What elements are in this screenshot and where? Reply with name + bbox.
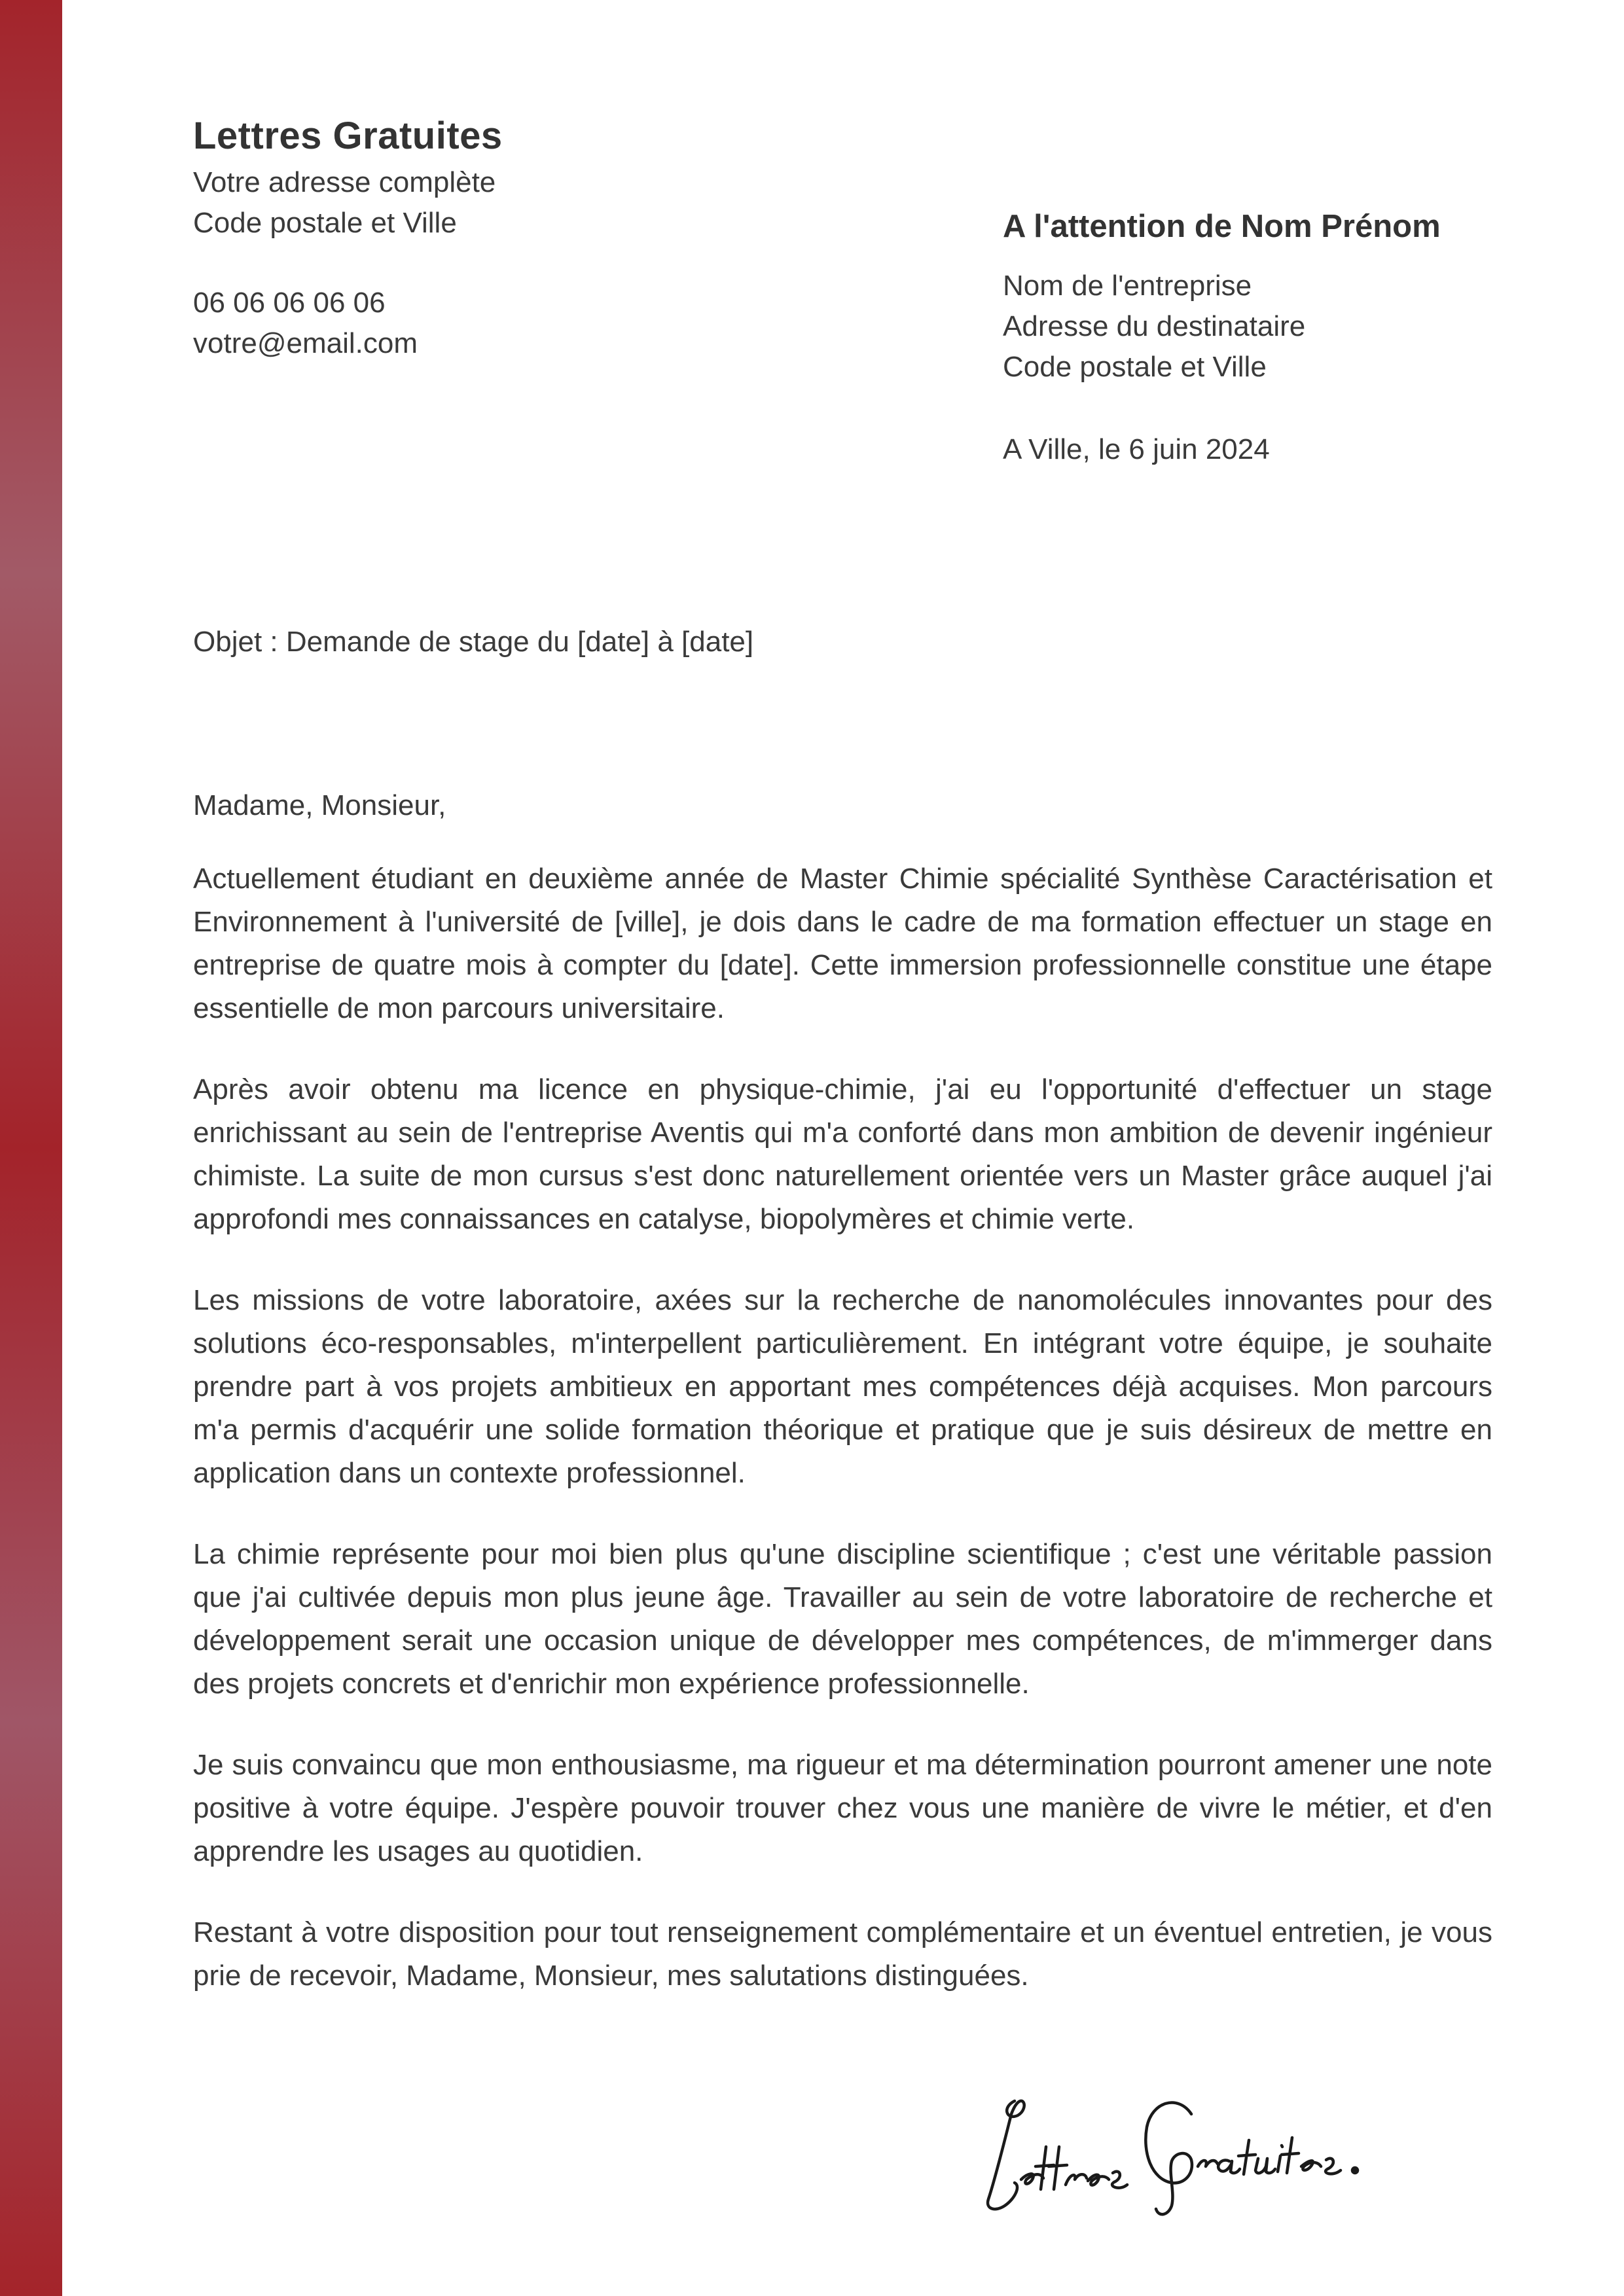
paragraph-5: Je suis convaincu que mon enthousiasme, ma rigueur et ma détermination pourront amener une note positive à votre équipe. J'espère pouvoir trouver chez vous une manière de vivre le métier, et d'en apprendre les usages au quotidien. [193,1749,1492,1867]
recipient-address: Adresse du destinataire [1003,310,1306,342]
decorative-side-bar [0,0,62,2296]
sender-city: Code postale et Ville [193,207,457,239]
recipient-attention: A l'attention de Nom Prénom [1003,209,1441,244]
sender-address: Votre adresse complète [193,166,496,198]
letter-body [193,784,1492,2036]
sender-email: votre@email.com [193,327,418,359]
handwritten-signature [975,2075,1434,2232]
sender-block [193,110,782,364]
paragraph-6: Restant à votre disposition pour tout renseignement complémentaire et un éventuel entretien, je vous prie de recevoir, Madame, Monsieur, mes salutations distinguées. [193,1916,1492,1992]
recipient-block [1003,202,1559,470]
paragraph-4: La chimie représente pour moi bien plus qu'une discipline scientifique ; c'est une véritable passion que j'ai cultivée depuis mon plus jeune âge. Travailler au sein de votre laboratoire de recherche et développement serait une occasion unique de développer mes compétences, de m'immerger dans des projets concrets et d'enrichir mon expérience professionnelle. [193,1538,1492,1700]
letter-date: A Ville, le 6 juin 2024 [1003,433,1270,465]
recipient-city: Code postale et Ville [1003,351,1267,383]
sender-name: Lettres Gratuites [193,115,503,157]
recipient-company: Nom de l'entreprise [1003,270,1252,302]
letter-subject: Objet : Demande de stage du [date] à [date] [193,626,754,658]
sender-phone: 06 06 06 06 06 [193,287,386,319]
signature-drawing [975,2075,1434,2232]
paragraph-1: Actuellement étudiant en deuxième année de Master Chimie spécialité Synthèse Caractérisation et Environnement à l'université de [ville], je dois dans le cadre de ma formation effectuer un stage en entreprise de quatre mois à compter du [date]. Cette immersion professionnelle constitue une étape essentielle de mon parcours universitaire. [193,863,1492,1024]
salutation: Madame, Monsieur, [193,789,446,821]
paragraph-2: Après avoir obtenu ma licence en physique-chimie, j'ai eu l'opportunité d'effectuer un stage enrichissant au sein de l'entreprise Aventis qui m'a conforté dans mon ambition de devenir ingénieur chimiste. La suite de mon cursus s'est donc naturellement orientée vers un Master grâce auquel j'ai approfondi mes connaissances en catalyse, biopolymères et chimie verte. [193,1073,1492,1235]
paragraph-3: Les missions de votre laboratoire, axées sur la recherche de nanomolécules innovantes pour des solutions éco-responsables, m'interpellent particulièrement. En intégrant votre équipe, je souhaite prendre part à vos projets ambitieux en apportant mes compétences déjà acquises. Mon parcours m'a permis d'acquérir une solide formation théorique et pratique que je suis désireux de mettre en application dans un contexte professionnel. [193,1284,1492,1489]
